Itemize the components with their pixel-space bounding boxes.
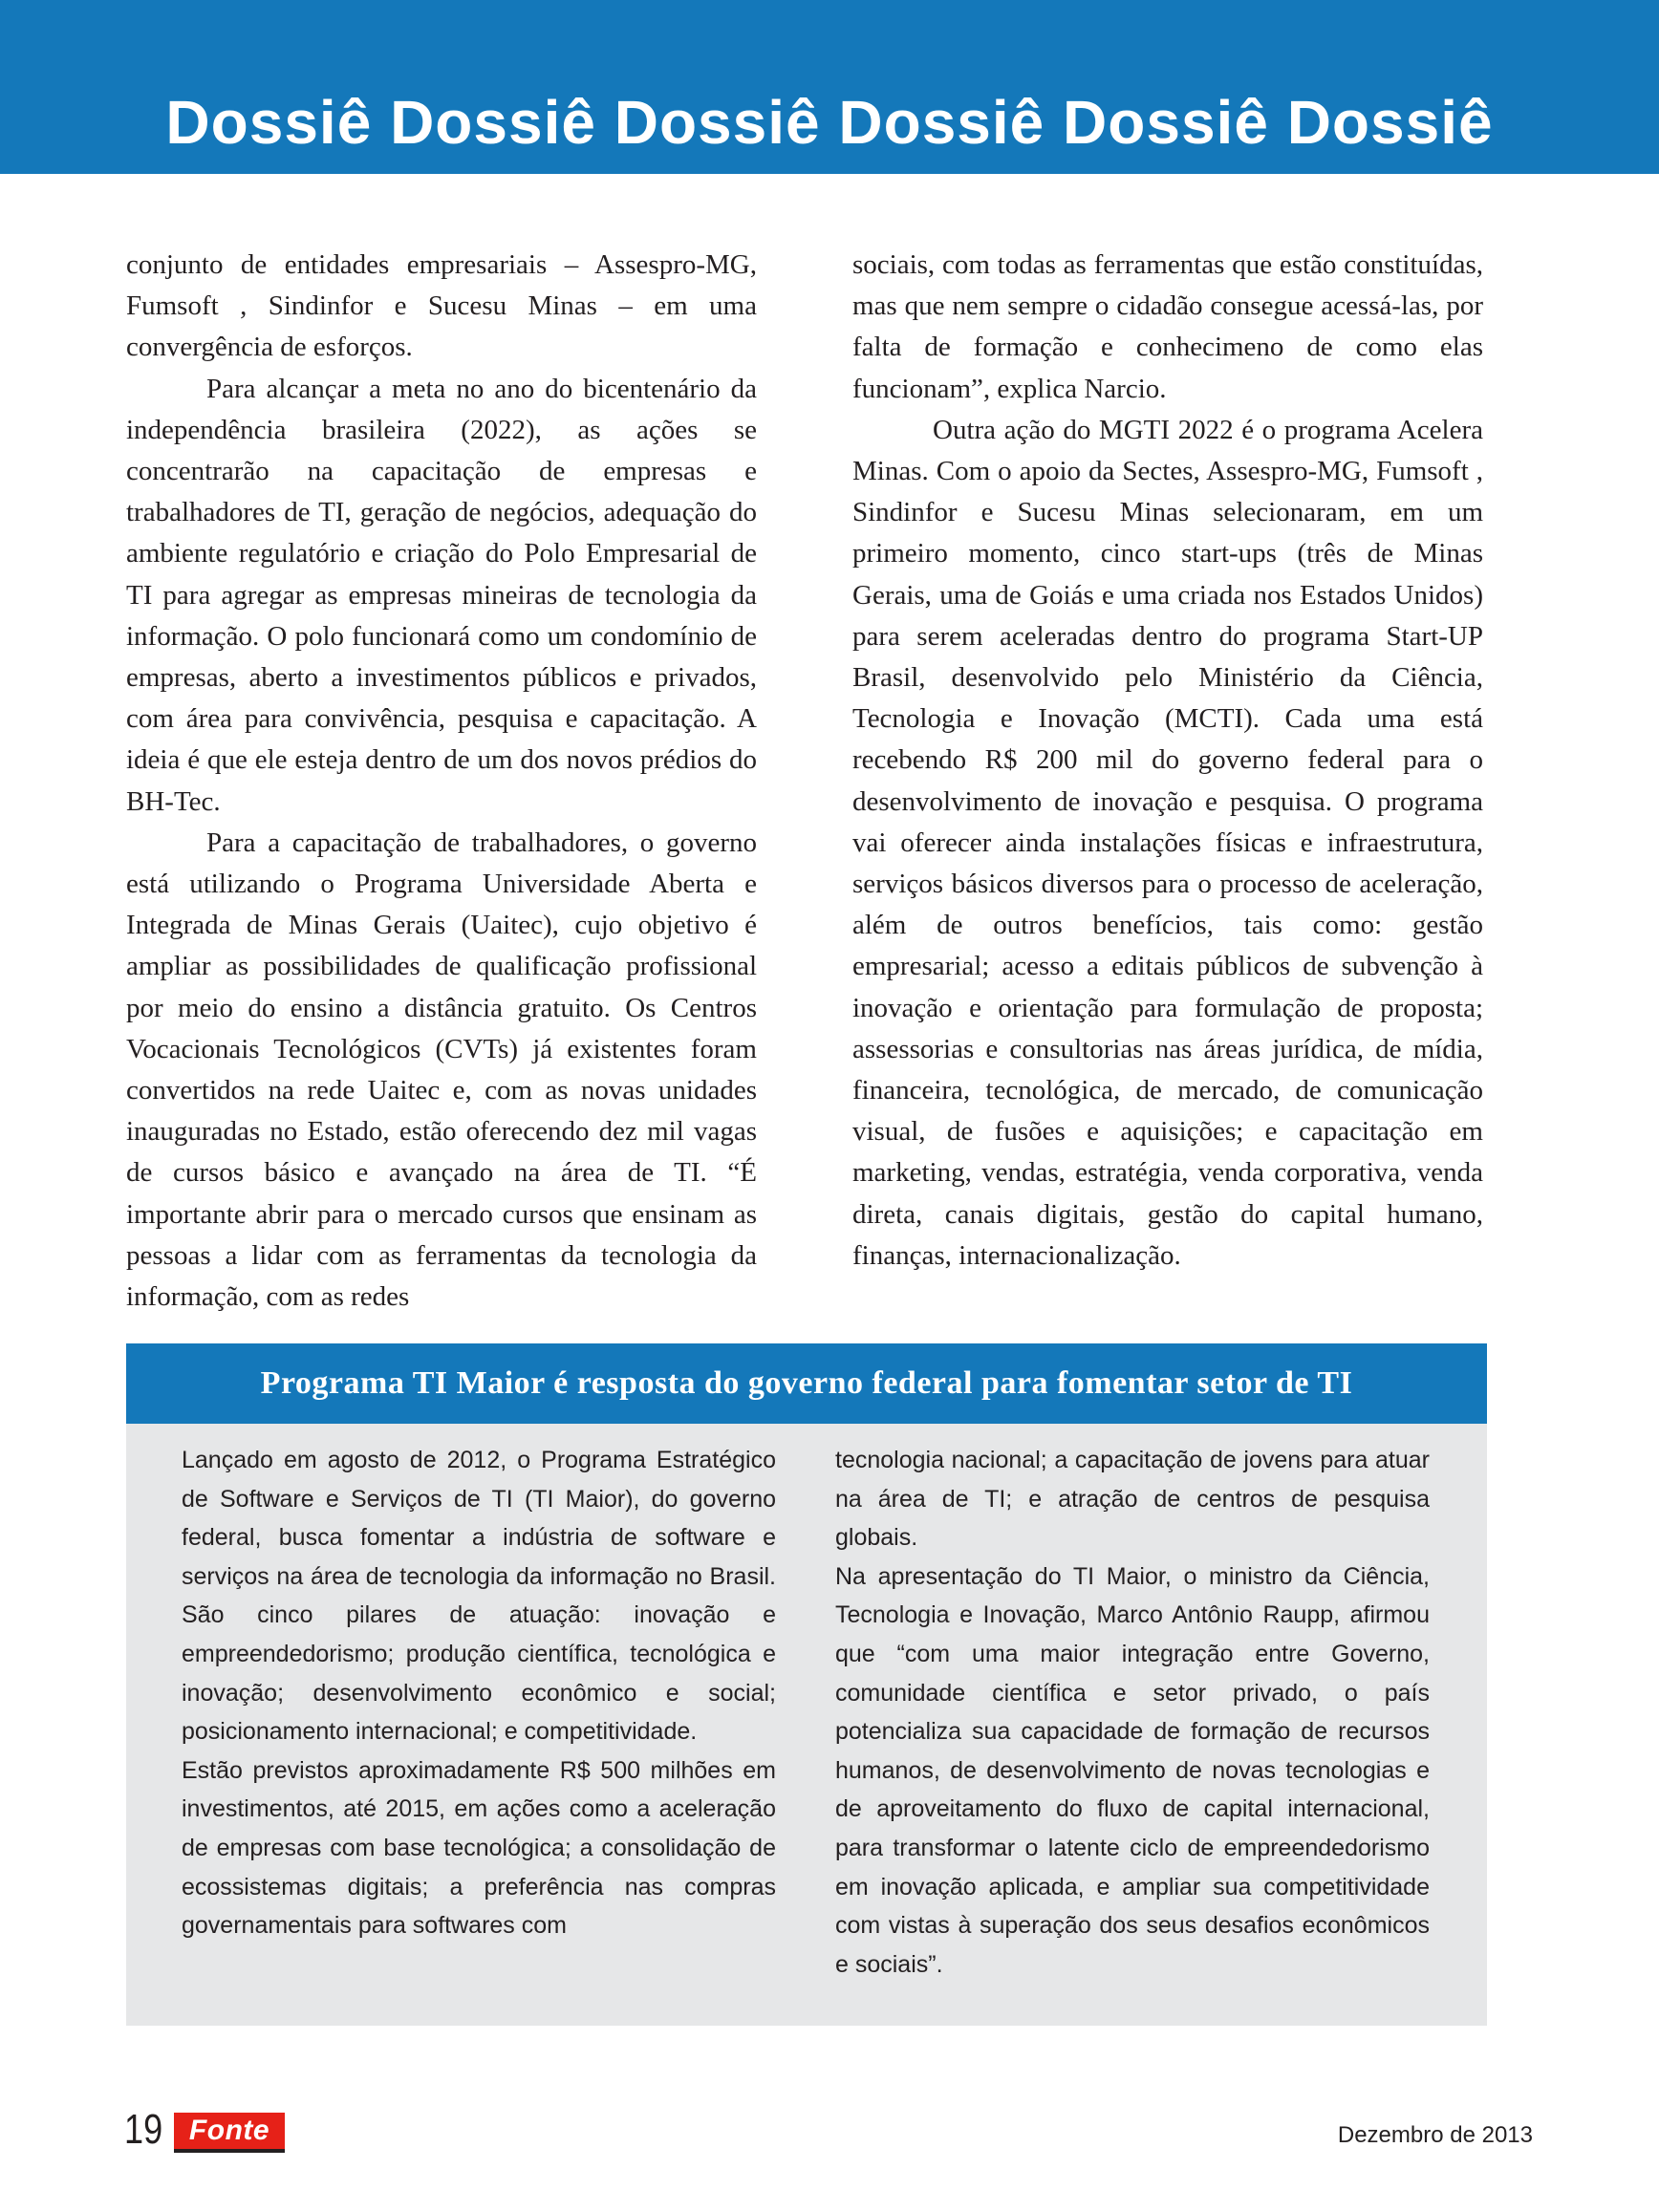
article-paragraph: Para alcançar a meta no ano do bicentenário da independência brasileira (2022), as ações se concentrarão na capacitação de empresas e trabalhadores de TI, geração de negócios, adequação do ambiente regulatório e criação do Polo Empresarial de TI para agregar as empresas mineiras de tecnologia da informação. O polo funcionará como um condomínio de empresas, aberto a investimentos públicos e privados, com área para convivência, pesquisa e capacitação. A ideia é que ele esteja dentro de um dos novos prédios do BH-Tec.	[126, 373, 757, 817]
sidebar-box-title: Programa TI Maior é resposta do governo federal para fomentar setor de TI	[260, 1365, 1353, 1401]
section-title: Dossiê Dossiê Dossiê Dossiê Dossiê Dossiê	[165, 88, 1494, 157]
article-paragraph: conjunto de entidades empresariais – Assespro-MG, Fumsoft , Sindinfor e Sucesu Minas – em uma convergência de esforços.	[126, 249, 757, 363]
sidebar-box-header	[126, 1343, 1487, 1424]
sidebar-box-paragraph: Lançado em agosto de 2012, o Programa Estratégico de Software e Serviços de TI (TI Maior), do governo federal, busca fomentar a indústria de software e serviços na área de tecnologia da informação no Brasil. São cinco pilares de atuação: inovação e empreendedorismo; produção científica, tecnológica e inovação; desenvolvimento econômico e social; posicionamento internacional; e competitividade.	[182, 1447, 776, 1746]
sidebar-box-paragraph: Na apresentação do TI Maior, o ministro da Ciência, Tecnologia e Inovação, Marco Antônio Raupp, afirmou que “com uma maior integração entre Governo, comunidade científica e setor privado, o país potencializa sua capacidade de formação de recursos humanos, de desenvolvimento de novas tecnologias e de aproveitamento do fluxo de capital internacional, para transformar o latente ciclo de empreendedorismo em inovação aplicada, e ampliar sua competitividade com vistas à superação dos seus desafios econômicos e sociais”.	[835, 1562, 1430, 1978]
article-paragraph: Para a capacitação de trabalhadores, o governo está utilizando o Programa Universidade Aberta e Integrada de Minas Gerais (Uaitec), cujo objetivo é ampliar as possibilidades de qualificação profissional por meio do ensino a distância gratuito. Os Centros Vocacionais Tecnológicos (CVTs) já existentes foram convertidos na rede Uaitec e, com as novas unidades inauguradas no Estado, estão oferecendo dez mil vagas de cursos básico e avançado na área de TI. “É importante abrir para o mercado cursos que ensinam as pessoas a lidar com as ferramentas da tecnologia da informação, com as redes	[126, 827, 757, 1313]
article-paragraph: sociais, com todas as ferramentas que estão constituídas, mas que nem sempre o cidadão consegue acessá-las, por falta de formação e conhecimeno de como elas funcionam”, explica Narcio.	[852, 249, 1483, 404]
issue-date: Dezembro de 2013	[1337, 2122, 1533, 2148]
sidebar-box-column-right	[835, 1441, 1430, 1984]
article-column-left	[126, 245, 757, 1318]
page-number: 19	[124, 2106, 163, 2153]
article-column-right	[852, 245, 1483, 1277]
article-paragraph: Outra ação do MGTI 2022 é o programa Acelera Minas. Com o apoio da Sectes, Assespro-MG, Fumsoft , Sindinfor e Sucesu Minas selecionaram, em um primeiro momento, cinco start-ups (três de Minas Gerais, uma de Goiás e uma criada nos Estados Unidos) para serem aceleradas dentro do programa Start-UP Brasil, desenvolvido pelo Ministério da Ciência, Tecnologia e Inovação (MCTI). Cada uma está recebendo R$ 200 mil do governo federal para o desenvolvimento de inovação e pesquisa. O programa vai oferecer ainda instalações físicas e infraestrutura, serviços básicos diversos para o processo de aceleração, além de outros benefícios, tais como: gestão empresarial; acesso a editais públicos de subvenção à inovação e orientação para formulação de proposta; assessorias e consultorias nas áreas jurídica, de mídia, financeira, tecnológica, de mercado, de comunicação visual, de fusões e aquisições; e capacitação em marketing, vendas, estratégia, venda corporativa, venda direta, canais digitais, gestão do capital humano, finanças, internacionalização.	[852, 414, 1483, 1271]
publication-logo-text: Fonte	[188, 2115, 270, 2146]
sidebar-box-column-left	[182, 1441, 776, 1945]
sidebar-box-paragraph: tecnologia nacional; a capacitação de jovens para atuar na área de TI; e atração de centros de pesquisa globais.	[835, 1447, 1430, 1552]
publication-logo	[174, 2113, 285, 2153]
sidebar-box-paragraph: Estão previstos aproximadamente R$ 500 milhões em investimentos, até 2015, em ações como a aceleração de empresas com base tecnológica; a consolidação de ecossistemas digitais; a preferência nas compras governamentais para softwares com	[182, 1756, 776, 1940]
